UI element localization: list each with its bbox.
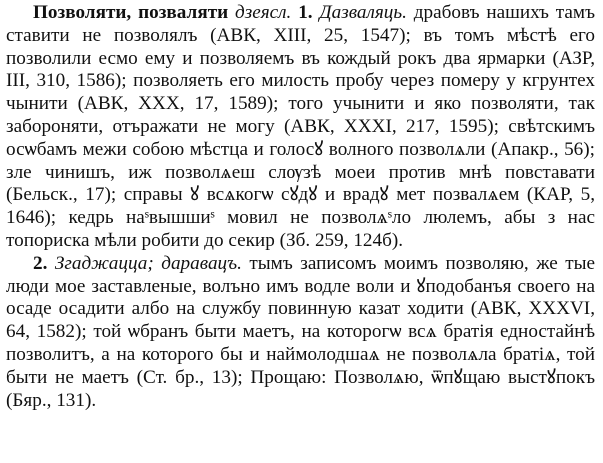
sense-citations: драбовъ нашихъ тамъ ставити не позволялъ (АВК, XIII, 25, 1547); въ томъ мѣстѣ его позволили есмо ему и позволяемъ въ кождый рокъ два ярмарки (АЗР, III, 310, 1586); позволяеть его милость пробу через померу у кгрунтех чынити (АВК, XXX, 17, 1589); того учынити и яко позволяти, так забороняти, отъражати не могу (АВК, XXXI, 217, 1595); свѣтскимъ осѡбамъ межи собою мѣстца и голосꙋ волного позволѧли (Апакр., 56); зле чинишъ, иж позволѧеш слѹзѣ моеи против мнѣ повставати (Бельск., 17); справы ꙋ всѧкогѡ сꙋдꙋ и врадꙋ мет позвалѧем (КАР, 5, 1646); кедрь наˢвышшиˢ мовил не позволѧˢло люлемъ, абы з нас топориска мѣли робити до секир (Зб. 259, 124б).	[6, 2, 595, 251]
sense-2-paragraph	[6, 253, 595, 413]
sense-gloss: Згаджацца; даравацъ.	[54, 252, 242, 274]
sense-gloss: Дазваляць.	[319, 2, 407, 23]
part-of-speech: дзеясл.	[235, 2, 292, 23]
sense-number: 1.	[298, 2, 313, 23]
headword: Позволяти, позваляти	[33, 2, 229, 23]
sense-citations: тымъ записомъ моимъ позволяю, же тые люди мое заставленые, волъно имъ водле воли и ꙋподобанъя своего на осаде осадити албо на службу повинную казат ходити (АВК, XXXVI, 64, 1582); той ѡбранъ быти маетъ, на которогѡ всѧ братія едностайнѣ позволитъ, а на которого бы и наймолодшаѧ не позволѧла братіѧ, той быти не маетъ (Ст. бр., 13); Прощаю: Позволѧю, ѿпꙋщаю выстꙋпокъ (Бяр., 131).	[6, 252, 596, 411]
sense-1-paragraph	[6, 2, 595, 253]
sense-number: 2.	[33, 252, 48, 274]
